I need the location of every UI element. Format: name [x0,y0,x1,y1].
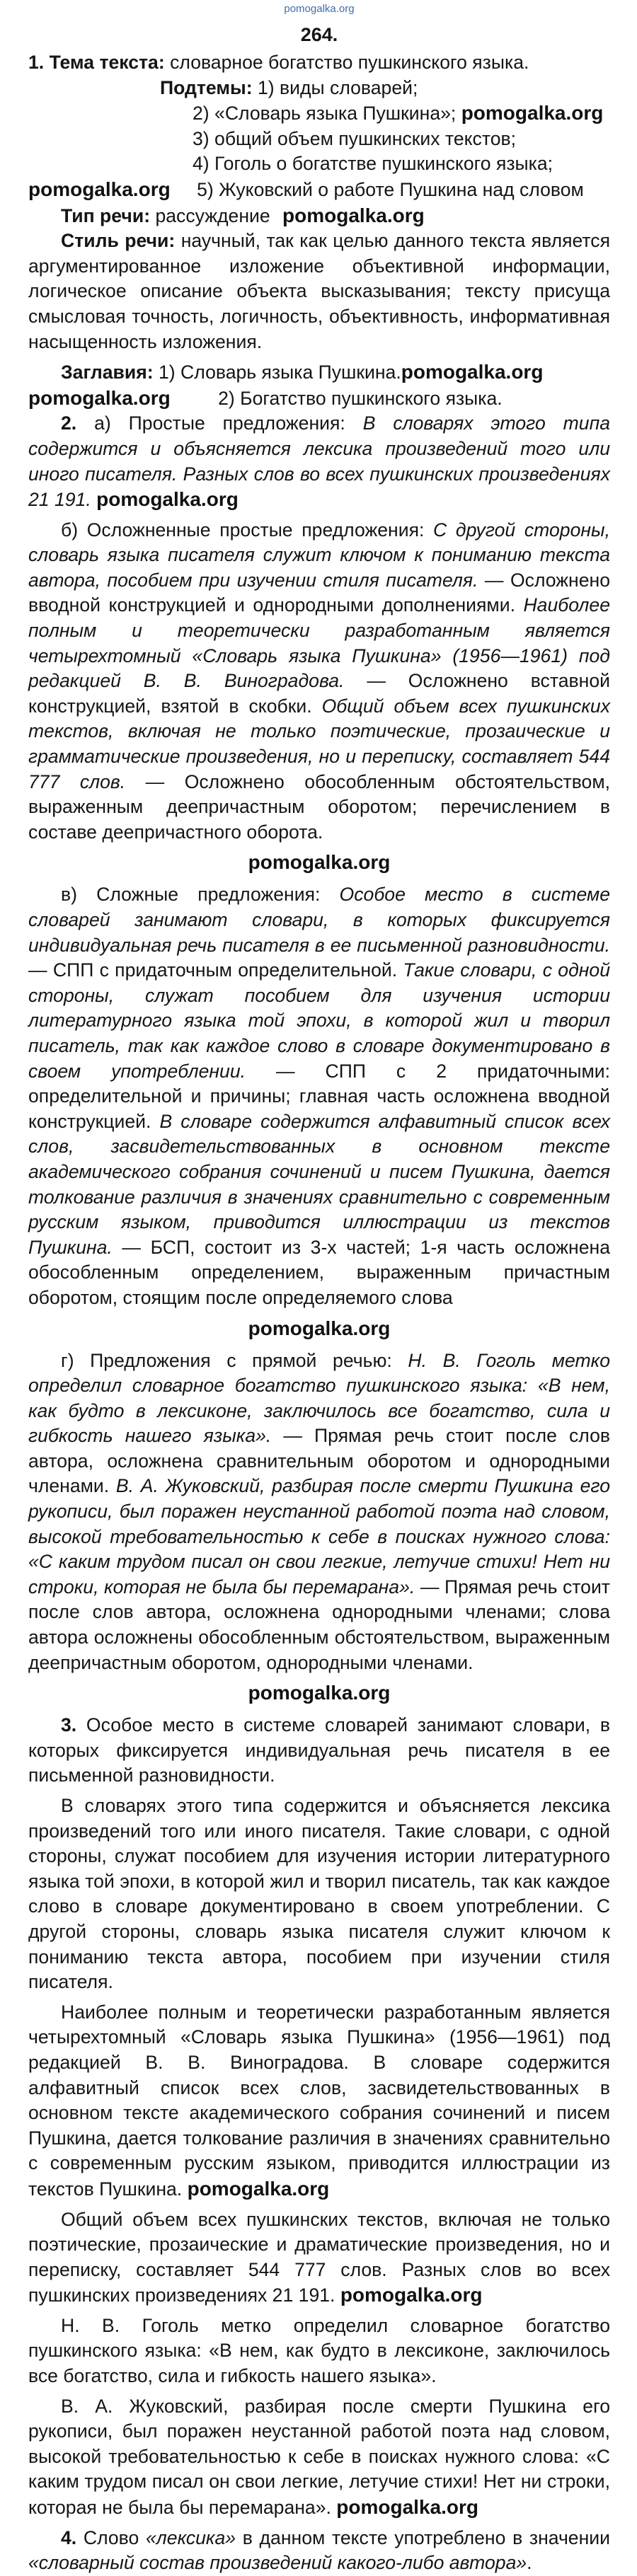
watermark-row [28,1316,610,1341]
paragraph-text: В. А. Жуковский, разбирая после смерти Пушкина его рукописи, был поражен неустанной работой поэта над словом, высокой требовательностью к себе в поисках нужного слова: «С каким трудом писал он свои легкие, летучие стихи! Нет ни строки, которая не была бы перемарана». [28,2395,610,2519]
example-text: С другой стороны, словарь языка писателя служит ключом к пониманию текста автора, пособием при изучении стиля писателя. [28,519,610,591]
section3-paragraph: В словарях этого типа содержится и объясняется лексика произведений того или иного писателя. Такие словари, с одной стороны, служат пособием для изучения истории литературного языка той эпохи, в которой жил и творил писатель, так как каждое слово в словаре документировано в своем употреблении. С другой стороны, словарь языка писателя служит ключом к пониманию текста автора, пособием при изучении стиля писателя. [28,1795,610,1993]
comment-text: — СПП с 2 придаточными: определительной и причины; главная часть осложнена вводной конструкцией. [28,1060,610,1132]
example-text: Особое место в системе словарей занимают словари, в которых фиксируется индивидуальная речь писателя в ее письменной разновидности. [28,884,610,956]
titles-line [28,359,610,386]
paragraph-text: Общий объем всех пушкинских текстов, включая не только поэтические, прозаические и драматические произведения, но и переписку, составляет 544 777 слов. Разных слов во всех пушкинских произведениях 21 191. [28,2208,610,2306]
example-text: Общий объем всех пушкинских текстов, включая не только поэтические, прозаические и грамматические произведения, но и переписку, составляет 544 777 слов. [28,695,610,792]
section3-paragraph: Н. В. Гоголь метко определил словарное богатство пушкинского языка: «В нем, как будто в лексиконе, заключилось все богатство, сила и гибкость нашего языка». [28,2314,610,2387]
site-header: pomogalka.org [284,3,355,15]
comment-text: — Осложнено вводной конструкцией и однородными дополнениями. [28,569,611,616]
subtheme-item [28,100,610,127]
watermark: pomogalka.org [96,488,239,511]
section-number: 2. [61,412,77,434]
example-text: В словаре содержится алфавитный список всех слов, засвидетельствованных в основном тексте академического собрания сочинений и писем Пушкина, дается толкование различия в значениях сравнительно с современным русским языком, приводится иллюстрации из текстов Пушкина. [28,1110,610,1258]
subtheme-item: 4) Гоголь о богатстве пушкинского языка; [193,153,553,175]
subtheme-text: 5) Жуковский о работе Пушкина над словом [197,178,584,200]
speech-type-line [28,203,610,229]
exercise-number: 264. [300,24,338,45]
section-number: 1. [28,52,45,73]
term-word: «лексика» [145,2526,236,2548]
comment-text: — Осложнено обособленным обстоятельством, выраженным деепричастным оборотом; перечислением в составе деепричастного оборота. [28,770,610,843]
watermark: pomogalka.org [248,1682,391,1704]
watermark: pomogalka.org [248,851,391,874]
watermark-row [28,850,610,875]
example-text: В словарях этого типа содержится и объясняется лексика произведений того или иного писателя. Разных слов во всех пушкинских произведениях 21 191. [28,412,611,511]
comment-text: — БСП, состоит из 3-х частей; 1-я часть осложнена обособленным определением, выраженным причастным оборотом, стоящим после определяемого слова [28,1236,610,1308]
comment-text: — Прямая речь стоит после слов автора, осложнена однородными членами; слова автора осложнены обособленным обстоятельством, выраженным деепричастным оборотом, однородными членами. [28,1576,610,1673]
section4-paragraph [28,2526,610,2576]
section3-paragraph [28,2207,610,2309]
theme-line [28,50,610,76]
title-item [28,386,610,412]
watermark: pomogalka.org [248,1317,391,1339]
watermark: pomogalka.org [28,178,171,200]
paragraph-text: Особое место в системе словарей занимают словари, в которых фиксируется индивидуальная речь писателя в ее письменной разновидности. [28,1714,610,1786]
subtheme-text: 2) «Словарь языка Пушкина»; [193,103,457,125]
section3-paragraph [28,2000,610,2202]
section-number: 4. [61,2526,77,2548]
paragraph-text: Наиболее полным и теоретически разработанным является четырехтомный «Словарь языка Пушкина» (1956—1961) под редакцией В. В. Виноградова. В словаре содержится алфавитный список всех слов, засвидетельствованных в основном тексте академического собрания сочинений и писем Пушкина, дается толкование различия в значениях сравнительно с современным русским языком, приводится иллюстрации из текстов Пушкина. [28,2001,610,2200]
complicated-simple-sentences [28,518,610,845]
subthemes-label: Подтемы: [160,76,253,98]
theme-label: Тема текста: [49,52,165,73]
watermark: pomogalka.org [401,361,544,383]
comment-text: — СПП с придаточным определительной. [28,959,403,981]
comment-text: — Осложнено вставной конструкцией, взятой в скобки. [28,670,610,717]
direct-speech-sentences [28,1348,610,1676]
speech-style-label: Стиль речи: [61,230,176,252]
theme-text: словарное богатство пушкинского языка. [164,52,529,73]
watermark: pomogalka.org [336,2496,478,2519]
subtheme-item: 1) виды словарей; [257,76,418,98]
title-text: 2) Богатство пушкинского языка. [218,387,503,409]
speech-style-paragraph [28,229,610,354]
section-number: 3. [61,1714,77,1736]
simple-sentences [28,411,610,512]
subthemes-line [28,76,610,101]
watermark: pomogalka.org [340,2284,483,2306]
item-label: в) Сложные предложения: [61,884,340,906]
watermark: pomogalka.org [461,102,604,125]
example-text: Такие словари, с одной стороны, служат пособием для изучения истории литературного языка той эпохи, в которой жил и творил писатель, так как каждое слово в словаре документировано в своем употреблении. [28,959,610,1082]
subtheme-item: 3) общий объем пушкинских текстов; [193,127,517,149]
example-text: В. А. Жуковский, разбирая после смерти Пушкина его рукописи, был поражен неустанной работой поэта над словом, высокой требовательностью к себе в поисках нужного слова: «С каким трудом писал он свои легкие, летучие стихи! Нет ни строки, которая не была бы перемарана». [28,1475,610,1598]
example-text: Наиболее полным и теоретически разработанным является четырехтомный «Словарь языка Пушкина» (1956—1961) под редакцией В. В. Виноградова. [28,594,610,692]
comment-text: — Прямая речь стоит после слов автора, осложнена сравнительным оборотом и однородными членами. [28,1425,610,1497]
watermark-row [28,1680,610,1706]
paragraph-text: в данном тексте употреблено в значении [236,2526,610,2548]
item-label: б) Осложненные простые предложения: [61,519,434,541]
titles-label: Заглавия: [61,362,154,383]
paragraph-text: . [527,2552,532,2574]
paragraph-text: Слово [76,2526,146,2548]
example-text: Н. В. Гоголь метко определил словарное богатство пушкинского языка: «В нем, как будто в лексиконе, заключилось все богатство, сила и гибкость нашего языка». [28,1349,610,1447]
section3-paragraph [28,2394,610,2521]
watermark: pomogalka.org [282,204,425,226]
term-meaning: «словарный состав произведений какого-либо автора» [28,2552,527,2574]
watermark: pomogalka.org [187,2177,330,2200]
speech-type-text: рассуждение [150,204,270,226]
complex-sentences [28,882,610,1310]
speech-style-text: научный, так как целью данного текста является аргументированное изложение объективной информации, логическое описание объекта высказывания; тексту присуща смысловая точность, логичность, объективность, информативная насыщенность изложения. [28,230,610,352]
item-label: а) Простые предложения: [94,412,363,434]
speech-type-label: Тип речи: [61,204,151,226]
section3-paragraph [28,1713,610,1789]
title-item: 1) Словарь языка Пушкина. [159,362,401,383]
watermark: pomogalka.org [28,386,171,409]
item-label: г) Предложения с прямой речью: [61,1349,408,1371]
subtheme-item [28,177,610,203]
